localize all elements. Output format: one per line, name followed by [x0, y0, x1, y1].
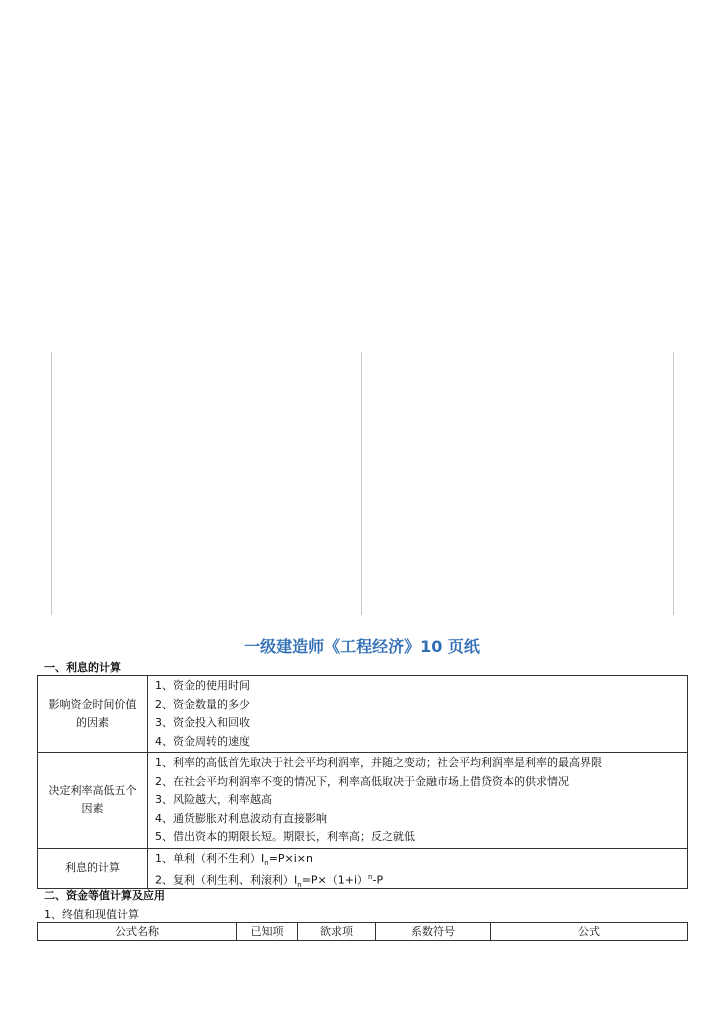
formula-table: [37, 922, 688, 941]
row-label: 决定利率高低五个因素: [38, 753, 148, 849]
interest-table: [37, 675, 688, 889]
page-title: 一级建造师《工程经济》10 页纸: [244, 637, 480, 656]
row-content: [148, 753, 688, 849]
column-header: 欲求项: [298, 923, 376, 941]
column-divider-right: [673, 352, 674, 615]
column-header: 系数符号: [376, 923, 491, 941]
column-header: 公式名称: [38, 923, 237, 941]
list-item: 1、利率的高低首先取决于社会平均利润率，并随之变动；社会平均利润率是利率的最高界限: [155, 756, 602, 769]
row-content: [148, 676, 688, 753]
table-header-row: [38, 923, 688, 941]
table-row: [38, 848, 688, 888]
column-header: 已知项: [237, 923, 298, 941]
column-divider-middle: [361, 352, 362, 615]
section-heading-equivalence: 二、资金等值计算及应用: [44, 889, 165, 902]
table-row: [38, 753, 688, 849]
column-header: 公式: [491, 923, 688, 941]
row-label: 影响资金时间价值的因素: [38, 676, 148, 753]
list-item: 3、风险越大，利率越高: [155, 793, 272, 806]
column-divider-left: [51, 352, 52, 615]
list-item: 2、在社会平均利润率不变的情况下，利率高低取决于金融市场上借贷资本的供求情况: [155, 774, 569, 788]
simple-interest-formula: 1、单利（利不生利）$I_n=P\times i\times n$: [155, 851, 313, 867]
row-label: 利息的计算: [38, 848, 148, 888]
list-item: 5、借出资本的期限长短。期限长，利率高；反之就低: [155, 830, 415, 843]
subheading-future-present-value: 1、终值和现值计算: [44, 908, 139, 921]
list-item: 3、资金投入和回收: [155, 716, 250, 729]
list-item: 4、通货膨胀对利息波动有直接影响: [155, 811, 327, 825]
compound-interest-formula: 2、复利（利生利、利滚利）$I_n=P\times(1+i)^n-P$: [155, 873, 384, 889]
list-item: 1、资金的使用时间: [155, 679, 250, 692]
table-row: [38, 676, 688, 753]
section-heading-interest: 一、利息的计算: [44, 661, 121, 674]
list-item: 2、资金数量的多少: [155, 697, 250, 711]
list-item: 4、资金周转的速度: [155, 734, 250, 748]
row-content: [148, 848, 688, 888]
